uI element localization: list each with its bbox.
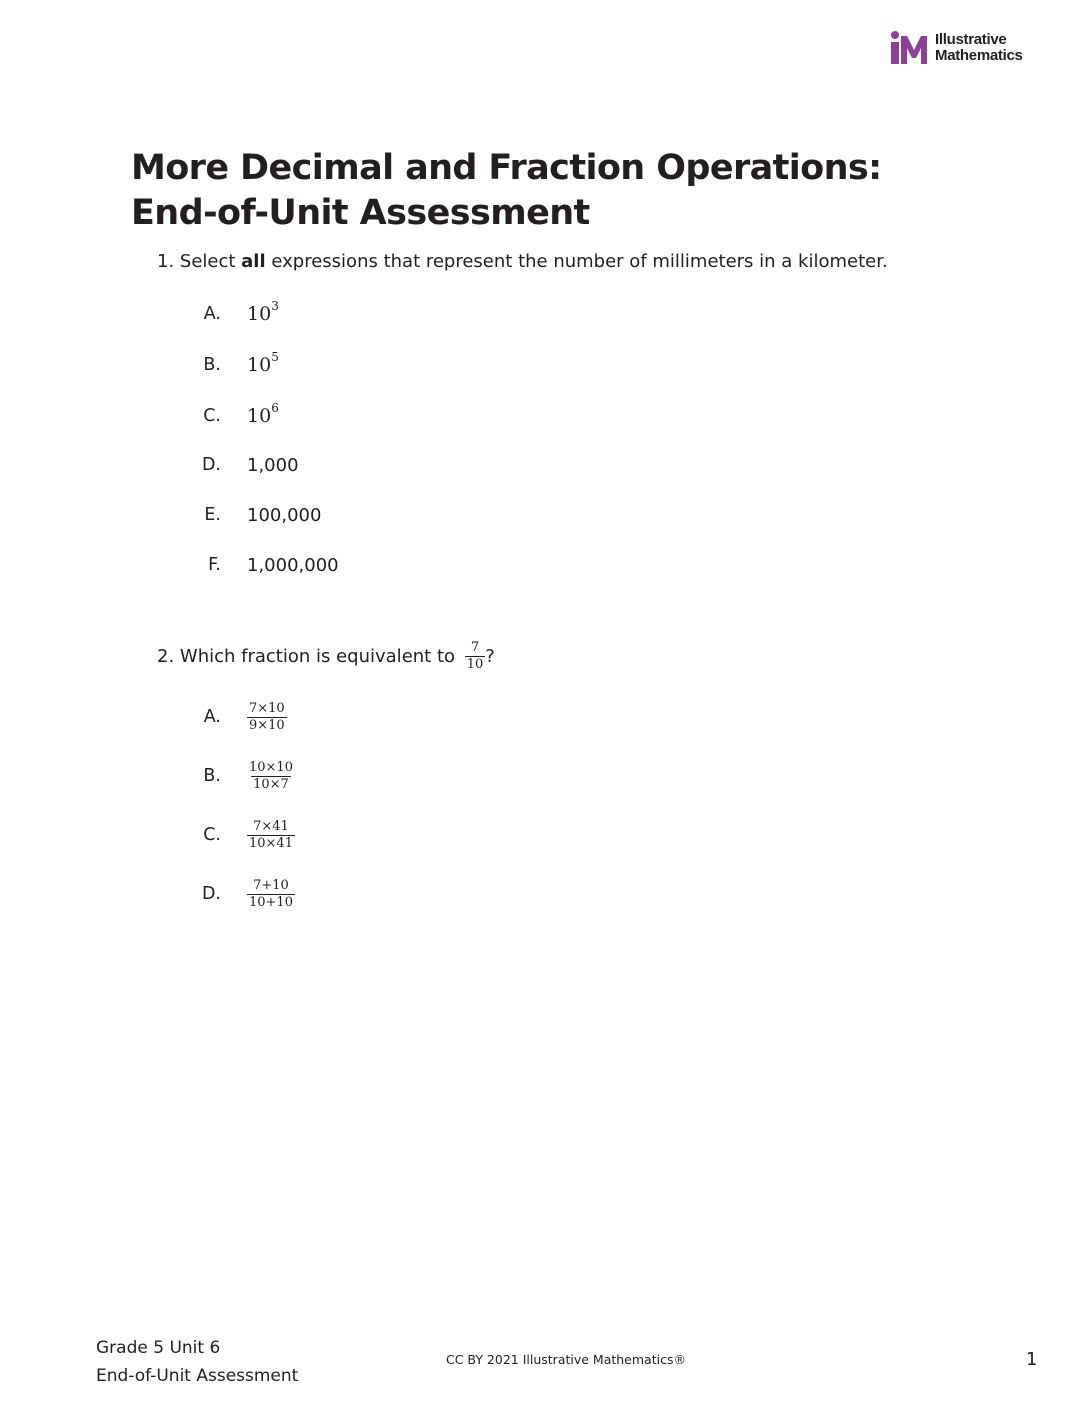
option-value: $10^3$	[247, 298, 279, 325]
title-line-1: More Decimal and Fraction Operations:	[131, 148, 882, 188]
q2-suffix: ?	[485, 646, 495, 667]
option-letter: F.	[208, 555, 221, 575]
q2-option-d[interactable]	[195, 874, 295, 914]
q2-option-c[interactable]	[195, 815, 295, 855]
q2-fraction: $\frac{7}{10}$	[466, 640, 484, 672]
title-line-2: End-of-Unit Assessment	[131, 193, 590, 233]
option-letter: C.	[203, 825, 221, 845]
q1-emphasis: all	[241, 251, 266, 272]
q1-suffix: expressions that represent the number of millimeters in a kilometer.	[265, 251, 888, 272]
option-letter: E.	[204, 505, 221, 525]
page-title	[131, 146, 951, 236]
illustrative-mathematics-logo	[889, 30, 1023, 66]
q1-option-c[interactable]	[195, 396, 279, 436]
question-1-prompt	[157, 251, 888, 272]
option-fraction: $\frac{7\times 41}{10\times 41}$	[249, 818, 293, 851]
option-letter: D.	[201, 884, 221, 904]
footer-subtitle: End-of-Unit Assessment	[96, 1366, 299, 1386]
option-fraction: $\frac{7\times 10}{9\times 10}$	[249, 700, 285, 733]
option-fraction: $\frac{7+10}{10+10}$	[249, 877, 293, 910]
option-value: 100,000	[247, 504, 322, 526]
option-value: $10^5$	[247, 349, 279, 376]
option-letter: B.	[203, 766, 221, 786]
option-value: 1,000,000	[247, 554, 339, 576]
option-letter: D.	[201, 455, 221, 475]
q1-option-a[interactable]	[195, 294, 279, 334]
q2-prefix: 2. Which fraction is equivalent to	[157, 646, 461, 667]
page-number: 1	[1026, 1349, 1038, 1370]
q2-option-b[interactable]	[195, 756, 295, 796]
logo-line-2: Mathematics	[935, 47, 1023, 64]
q1-prefix: 1. Select	[157, 251, 242, 272]
footer-grade: Grade 5 Unit 6	[96, 1338, 221, 1358]
logo-line-1: Illustrative	[935, 31, 1007, 48]
q1-option-b[interactable]	[195, 345, 279, 385]
option-letter: C.	[203, 406, 221, 426]
logo-wordmark	[935, 32, 1023, 64]
q1-option-e[interactable]	[195, 495, 321, 535]
option-value: 1,000	[247, 454, 299, 476]
option-value: $10^6$	[247, 400, 279, 427]
footer-copyright: CC BY 2021 Illustrative Mathematics®	[446, 1352, 686, 1367]
option-fraction: $\frac{10\times 10}{10\times 7}$	[249, 759, 293, 792]
option-letter: A.	[203, 304, 221, 324]
q1-option-f[interactable]	[195, 545, 339, 585]
q2-option-a[interactable]	[195, 697, 287, 737]
option-letter: B.	[203, 355, 221, 375]
option-letter: A.	[203, 707, 221, 727]
question-2-prompt	[157, 640, 495, 673]
im-logo-icon	[889, 30, 929, 66]
q1-option-d[interactable]	[195, 445, 299, 485]
